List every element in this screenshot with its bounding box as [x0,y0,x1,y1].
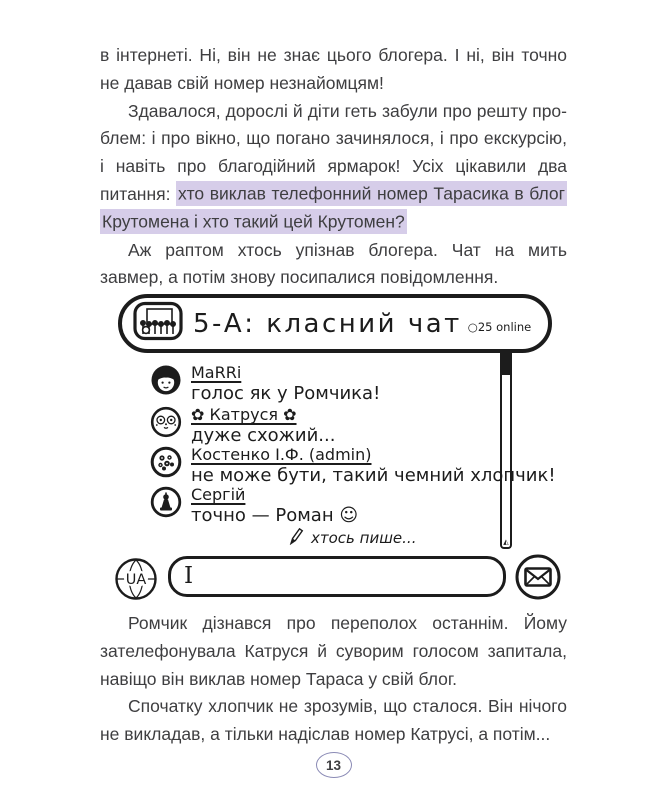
chess-piece-avatar-icon [150,486,182,518]
send-message-button[interactable] [514,553,562,601]
flowers-avatar-icon [150,446,182,478]
top-text-block [100,42,567,292]
message-author[interactable]: Сергій [191,485,246,504]
text-cursor: I [184,563,194,589]
online-count: ○25 online [467,319,532,334]
message-text: голос як у Ромчика! [191,383,381,404]
paragraph: Спочатку хлопчик не зрозумів, що сталося. Він нічого не викладав, а тільки надіслав номер Катрусі, а потім... [100,696,567,745]
chat-message [150,405,335,447]
paragraph: Ромчик дізнався про переполох останнім. Йому зателефонувала Катруся й суворим голосом запитала, навіщо він виклав номер Тараса у свій блог. [100,613,567,689]
bottom-text-block [100,610,567,749]
message-input[interactable] [168,556,506,597]
keyboard-language-button[interactable] [114,557,158,601]
chat-header [118,294,552,353]
typing-text: хтось пише... [311,529,417,547]
highlighted-question: хто виклав телефонний номер Тарасика в блог Крутомена і хто такий цей Крутомен? [100,181,567,234]
page-number: 13 [316,752,352,778]
scrollbar-thumb[interactable] [502,351,510,375]
message-author[interactable]: Костенко І.Ф. (admin) [191,445,372,464]
message-author[interactable]: ✿ Катруся ✿ [191,405,297,424]
chat-message [150,485,358,527]
message-text: не може бути, такий чемний хлопчик! [191,465,556,486]
paragraph [100,98,567,237]
paragraph: в інтернеті. Ні, він не знає цього блогера. І ні, він точно не давав свій номер незнайомцям! [100,45,567,93]
message-text: точно — Роман ☺ [191,505,359,526]
girl-avatar-icon [150,364,182,396]
keyboard-language-label: UA [125,572,147,588]
paragraph-text: Здавалося, дорослі й діти геть забули про решту проблем: і про вікно, що погано зачинялося, і про екскурсію, і навіть про благодійний ярмарок! Усіх цікавили два питання: [100,100,567,204]
group-avatar-icon [133,301,183,346]
scrollbar-arrow-icon[interactable]: ◭ [503,539,509,546]
pencil-icon [288,527,304,549]
chat-message [150,445,556,487]
cat-avatar-icon [150,406,182,438]
chat-title: 5-А: класний чат [193,308,462,339]
message-author[interactable]: MaRRi [191,363,242,382]
paragraph: Аж раптом хтось упізнав блогера. Чат на мить завмер, а потім знову посипалися повідомлення. [100,239,567,288]
chat-message [150,363,380,405]
message-text: дуже схожий... [191,425,336,446]
typing-indicator [288,527,416,549]
